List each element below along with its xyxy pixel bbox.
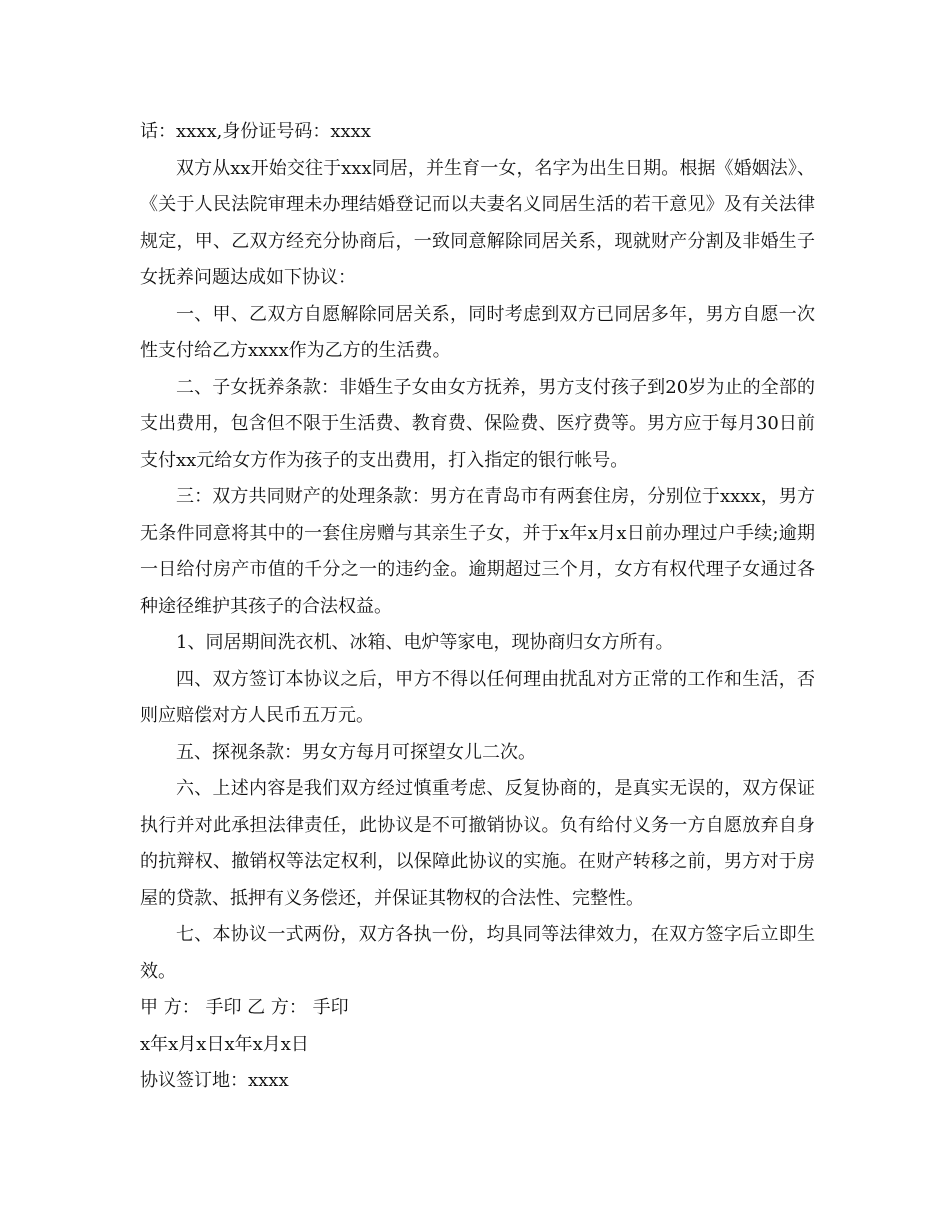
signature-date-line: x年x月x日x年x月x日 bbox=[140, 1033, 309, 1055]
clause-1-separation: 一、甲、乙双方自愿解除同居关系，同时考虑到双方已同居多年，男方自愿一次性支付给乙方xxxx作为乙方的生活费。 bbox=[140, 303, 815, 361]
clause-5-visitation: 五、探视条款：男女方每月可探望女儿二次。 bbox=[176, 741, 536, 763]
agreement-body bbox=[140, 114, 815, 1100]
clause-4-non-interference: 四、双方签订本协议之后，甲方不得以任何理由扰乱对方正常的工作和生活，否则应赔偿对方人民币五万元。 bbox=[140, 668, 815, 726]
clause-6-guarantee: 六、上述内容是我们双方经过慎重考虑、反复协商的，是真实无误的，双方保证执行并对此承担法律责任，此协议是不可撤销协议。负有给付义务一方自愿放弃自身的抗辩权、撤销权等法定权利，以保障此协议的实施。在财产转移之前，男方对于房屋的贷款、抵押有义务偿还，并保证其物权的合法性、完整性。 bbox=[140, 778, 815, 909]
signature-parties-line: 甲 方： 手印 乙 方： 手印 bbox=[140, 997, 349, 1018]
clause-2-child-support: 二、子女抚养条款：非婚生子女由女方抚养，男方支付孩子到20岁为止的全部的支出费用，包含但不限于生活费、教育费、保险费、医疗费等。男方应于每月30日前支付xx元给女方作为孩子的支出费用，打入指定的银行帐号。 bbox=[140, 376, 815, 471]
contact-id-line: 话：xxxx,身份证号码：xxxx bbox=[140, 121, 371, 142]
signing-place-line: 协议签订地：xxxx bbox=[140, 1070, 289, 1091]
clause-3-item-1-appliances: 1、同居期间洗衣机、冰箱、电炉等家电，现协商归女方所有。 bbox=[176, 632, 674, 653]
clause-7-effectiveness: 七、本协议一式两份，双方各执一份，均具同等法律效力，在双方签字后立即生效。 bbox=[140, 924, 815, 982]
clause-3-property: 三：双方共同财产的处理条款：男方在青岛市有两套住房，分别位于xxxx，男方无条件同意将其中的一套住房赠与其亲生子女，并于x年x月x日前办理过户手续;逾期一日给付房产市值的千分之一的违约金。逾期超过三个月，女方有权代理子女通过各种途径维护其孩子的合法权益。 bbox=[140, 486, 815, 617]
preamble-paragraph: 双方从xx开始交往于xxx同居，并生育一女，名字为出生日期。根据《婚姻法》、《关于人民法院审理未办理结婚登记而以夫妻名义同居生活的若干意见》及有关法律规定，甲、乙双方经充分协商后，一致同意解除同居关系，现就财产分割及非婚生子女抚养问题达成如下协议： bbox=[140, 157, 815, 288]
